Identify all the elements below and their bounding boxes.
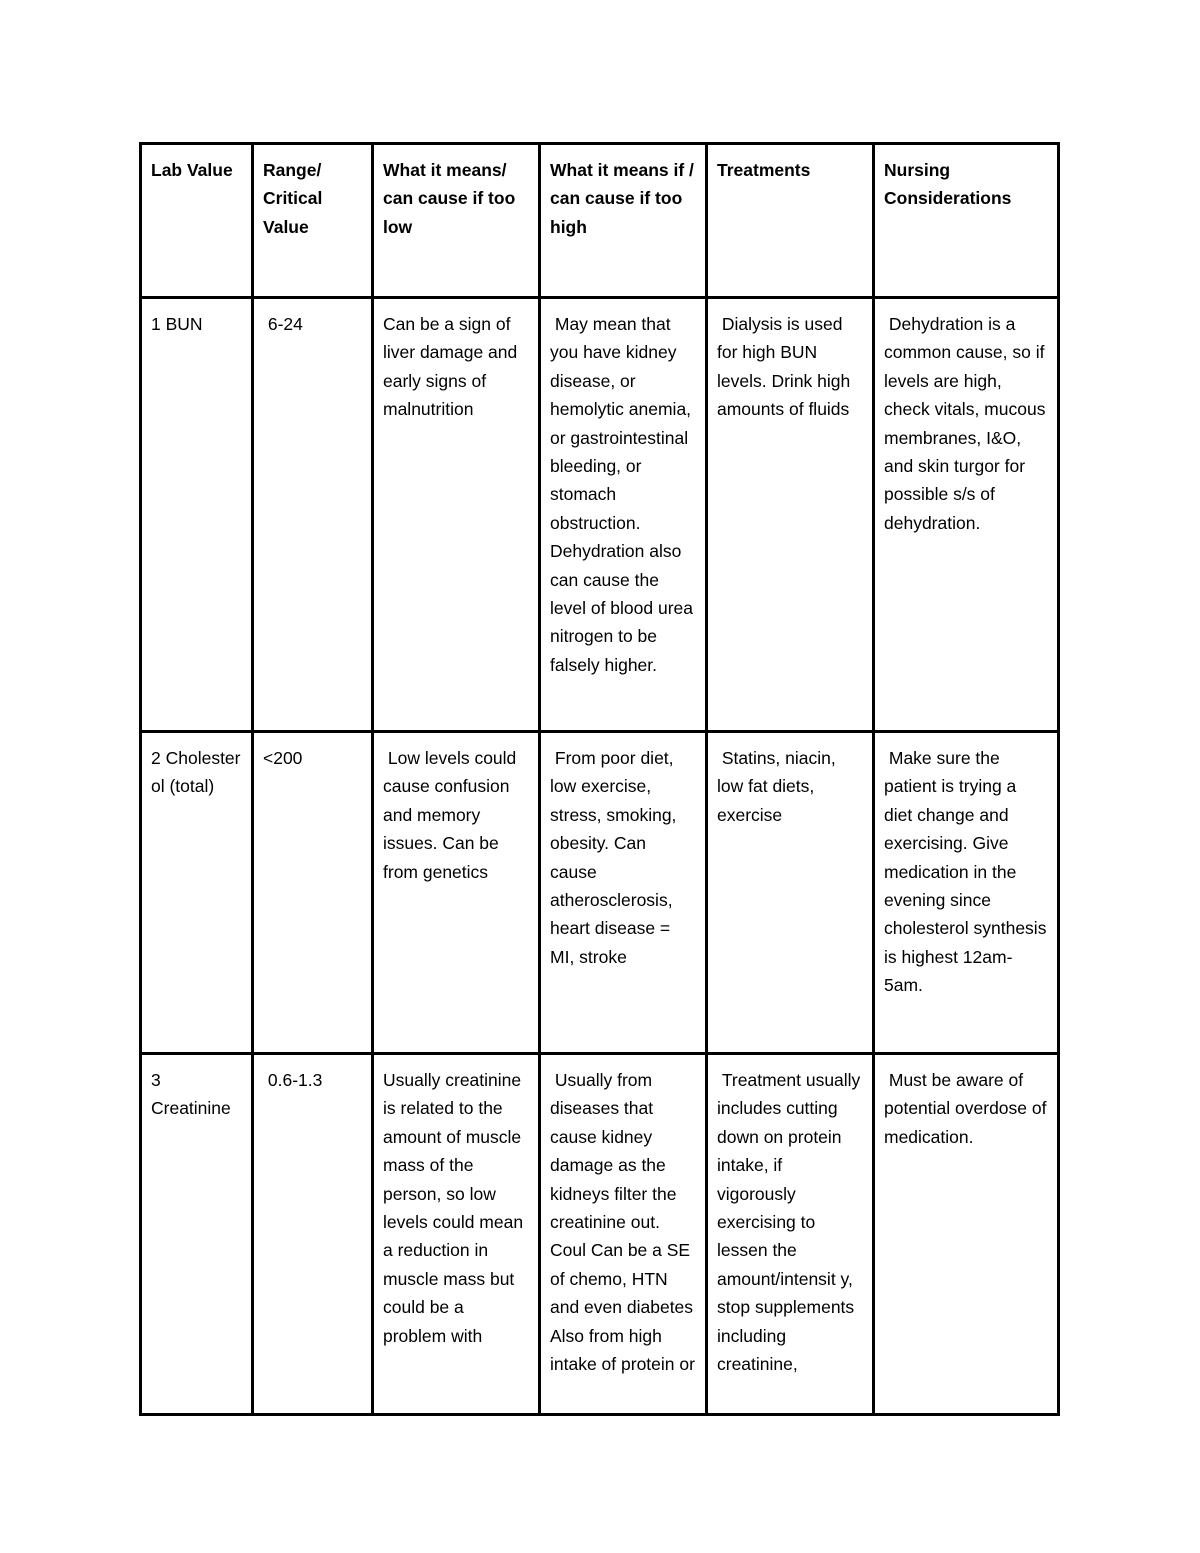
- header-label: Treatments: [717, 160, 811, 180]
- cell-text: 3 Creatinine: [151, 1070, 231, 1119]
- cell-text: 0.6-1.3: [263, 1070, 323, 1090]
- cell-nursing: [874, 298, 1059, 732]
- cell-range: [253, 1054, 373, 1415]
- cell-range: [253, 732, 373, 1054]
- cell-too-low: [373, 732, 540, 1054]
- table-row: [141, 298, 1059, 732]
- cell-text: Treatment usually includes cutting down on protein intake, if vigorously exercising to lessen the amount/intensit y, stop supplements including creatinine,: [717, 1070, 866, 1375]
- cell-text: Statins, niacin, low fat diets, exercise: [717, 748, 841, 825]
- cell-text: May mean that you have kidney disease, or hemolytic anemia, or gastrointestinal bleeding, or stomach obstruction. Dehydration also can cause the level of blood urea nitrogen to be falsely higher.: [550, 314, 698, 675]
- cell-lab-value: [141, 1054, 253, 1415]
- cell-range: [253, 298, 373, 732]
- header-label: Lab Value: [151, 160, 233, 180]
- header-label: Nursing Considerations: [884, 160, 1012, 209]
- cell-text: From poor diet, low exercise, stress, smoking, obesity. Can cause atherosclerosis, heart disease = MI, stroke: [550, 748, 682, 967]
- header-lab-value: [141, 144, 253, 298]
- cell-text: Usually creatinine is related to the amount of muscle mass of the person, so low levels could mean a reduction in muscle mass but could be a problem with: [383, 1070, 528, 1346]
- cell-too-low: [373, 298, 540, 732]
- header-range: [253, 144, 373, 298]
- cell-text: 6-24: [263, 314, 303, 334]
- cell-too-high: [540, 298, 707, 732]
- cell-text: 1 BUN: [151, 314, 203, 334]
- cell-text: Dehydration is a common cause, so if levels are high, check vitals, mucous membranes, I&O, and skin turgor for possible s/s of dehydration.: [884, 314, 1051, 533]
- header-too-high: [540, 144, 707, 298]
- header-label: Range/ Critical Value: [263, 160, 328, 237]
- cell-nursing: [874, 732, 1059, 1054]
- cell-lab-value: [141, 732, 253, 1054]
- header-too-low: [373, 144, 540, 298]
- lab-values-table: [139, 142, 1060, 1416]
- cell-text: 2 Cholester ol (total): [151, 748, 246, 797]
- cell-text: Must be aware of potential overdose of medication.: [884, 1070, 1052, 1147]
- cell-text: Can be a sign of liver damage and early signs of malnutrition: [383, 314, 523, 420]
- cell-too-low: [373, 1054, 540, 1415]
- cell-text: Dialysis is used for high BUN levels. Drink high amounts of fluids: [717, 314, 856, 420]
- table-row: [141, 1054, 1059, 1415]
- cell-treatments: [707, 298, 874, 732]
- table-row: [141, 732, 1059, 1054]
- cell-text: Usually from diseases that cause kidney damage as the kidneys filter the creatinine out. Coul Can be a SE of chemo, HTN and even diabetes Also from high intake of protein or: [550, 1070, 697, 1375]
- cell-nursing: [874, 1054, 1059, 1415]
- cell-lab-value: [141, 298, 253, 732]
- header-treatments: [707, 144, 874, 298]
- cell-treatments: [707, 1054, 874, 1415]
- header-label: What it means if / can cause if too high: [550, 160, 699, 237]
- cell-treatments: [707, 732, 874, 1054]
- cell-too-high: [540, 732, 707, 1054]
- header-nursing: [874, 144, 1059, 298]
- header-label: What it means/ can cause if too low: [383, 160, 521, 237]
- cell-text: <200: [263, 748, 303, 768]
- table-header-row: [141, 144, 1059, 298]
- cell-too-high: [540, 1054, 707, 1415]
- cell-text: Make sure the patient is trying a diet change and exercising. Give medication in the evening since cholesterol synthesis is highest 12am-5am.: [884, 748, 1052, 996]
- cell-text: Low levels could cause confusion and memory issues. Can be from genetics: [383, 748, 522, 882]
